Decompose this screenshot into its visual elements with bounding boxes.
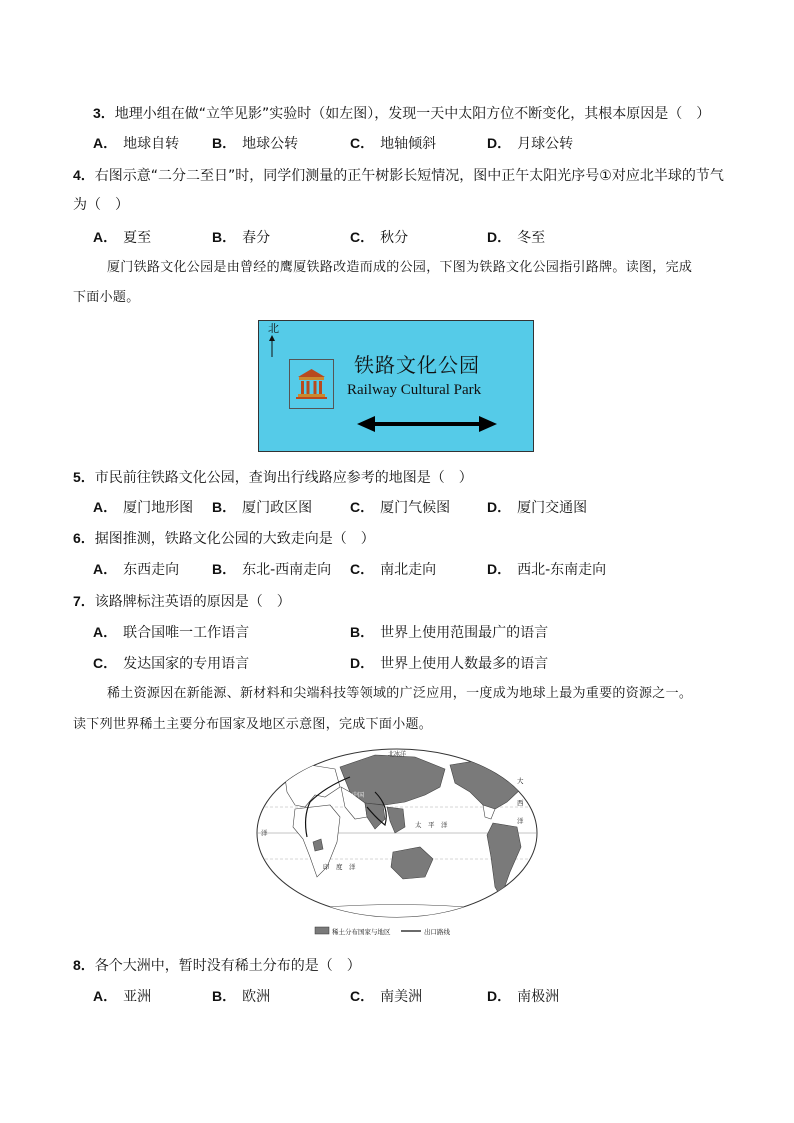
option-b[interactable] (212, 133, 298, 154)
option-key: C． (350, 561, 375, 577)
option-text: 联合国唯一工作语言 (123, 625, 250, 641)
option-d[interactable] (487, 227, 545, 248)
option-b[interactable] (212, 497, 312, 518)
passage-rare-earth-line2: 读下列世界稀土主要分布国家及地区示意图，完成下面小题。 (73, 717, 433, 732)
option-key: A． (93, 988, 118, 1004)
legend-distribution: 稀土分布国家与地区 (332, 928, 391, 936)
question-5-stem (73, 467, 473, 488)
option-d[interactable] (487, 133, 573, 154)
option-key: B． (350, 624, 375, 640)
option-key: D． (350, 655, 375, 671)
option-text: 东西走向 (123, 562, 180, 578)
passage-rare-earth-line1: 稀土资源因在新能源、新材料和尖端科技等领域的广泛应用，一度成为地球上最为重要的资源之一。 (107, 686, 693, 701)
question-8-stem (73, 955, 361, 976)
question-number: 6． (73, 530, 95, 546)
option-key: C． (350, 229, 375, 245)
option-text: 欧洲 (242, 989, 271, 1005)
option-c[interactable] (93, 653, 249, 674)
legend-swatch (315, 927, 329, 934)
option-key: D． (487, 135, 512, 151)
option-key: B． (212, 135, 237, 151)
option-a[interactable] (93, 986, 151, 1007)
option-key: A． (93, 229, 118, 245)
option-c[interactable] (350, 986, 422, 1007)
question-6-stem (73, 528, 375, 549)
option-a[interactable] (93, 559, 179, 580)
option-c[interactable] (350, 133, 436, 154)
option-text: 厦门政区图 (242, 500, 313, 516)
option-text: 冬至 (517, 230, 546, 246)
option-text: 秋分 (380, 230, 409, 246)
option-text: 厦门气候图 (380, 500, 451, 516)
option-b[interactable] (350, 622, 548, 643)
question-text: 市民前往铁路文化公园，查询出行线路应参考的地图是（ ） (94, 470, 473, 486)
option-key: B． (212, 988, 237, 1004)
option-text: 发达国家的专用语言 (123, 656, 250, 672)
option-key: A． (93, 135, 118, 151)
sign-title-cn: 铁路文化公园 (354, 353, 480, 377)
option-text: 地球公转 (242, 136, 299, 152)
double-arrow-icon (357, 413, 497, 435)
option-text: 西北-东南走向 (517, 562, 607, 578)
option-key: C． (350, 988, 375, 1004)
option-a[interactable] (93, 497, 193, 518)
option-text: 世界上使用人数最多的语言 (380, 656, 549, 672)
option-text: 东北-西南走向 (242, 562, 332, 578)
passage-railway-line1: 厦门铁路文化公园是由曾经的鹰厦铁路改造而成的公园，下图为铁路文化公园指引路牌。读图，完成 (107, 260, 693, 275)
option-c[interactable] (350, 559, 436, 580)
option-key: D． (487, 988, 512, 1004)
question-4-stem (73, 165, 724, 186)
option-d[interactable] (487, 559, 606, 580)
question-7-stem (73, 591, 291, 612)
label-pacific: 太 平 洋 (415, 821, 448, 829)
railway-park-sign (258, 320, 534, 452)
question-text: 右图示意“二分二至日”时，同学们测量的正午树影长短情况，图中正午太阳光序号①对应北半球的节气 (94, 168, 724, 184)
label-china: 中国 (352, 792, 365, 799)
option-key: B． (212, 499, 237, 515)
option-text: 南极洲 (517, 989, 560, 1005)
option-text: 世界上使用范围最广的语言 (380, 625, 549, 641)
option-key: C． (93, 655, 118, 671)
option-key: A． (93, 561, 118, 577)
option-text: 地球自转 (123, 136, 180, 152)
option-text: 月球公转 (517, 136, 574, 152)
option-b[interactable] (212, 559, 331, 580)
option-d[interactable] (350, 653, 548, 674)
option-key: A． (93, 624, 118, 640)
passage-railway-line2: 下面小题。 (73, 290, 140, 305)
option-key: C． (350, 499, 375, 515)
question-3-stem (93, 103, 710, 124)
option-a[interactable] (93, 622, 249, 643)
north-label: 北 (268, 322, 279, 335)
antarctica-land (275, 905, 519, 923)
option-key: A． (93, 499, 118, 515)
option-text: 南北走向 (380, 562, 437, 578)
label-atlantic-c: 洋 (517, 817, 524, 825)
option-key: B． (212, 561, 237, 577)
question-number: 5． (73, 469, 95, 485)
museum-icon (290, 360, 333, 408)
option-a[interactable] (93, 133, 179, 154)
option-key: D． (487, 229, 512, 245)
label-west-yang: 洋 (261, 829, 268, 837)
option-key: D． (487, 561, 512, 577)
option-key: D． (487, 499, 512, 515)
label-indian: 印 度 洋 (323, 863, 356, 871)
option-a[interactable] (93, 227, 151, 248)
option-text: 亚洲 (123, 989, 152, 1005)
question-text: 该路牌标注英语的原因是（ ） (94, 594, 291, 610)
north-arrow-icon (267, 335, 277, 357)
option-b[interactable] (212, 986, 270, 1007)
option-text: 地轴倾斜 (380, 136, 437, 152)
option-text: 南美洲 (380, 989, 423, 1005)
world-rare-earth-map (255, 747, 539, 939)
question-number: 7． (73, 593, 95, 609)
option-d[interactable] (487, 986, 559, 1007)
legend-route: 出口路线 (424, 928, 450, 936)
option-text: 春分 (242, 230, 271, 246)
question-text: 各个大洲中，暂时没有稀土分布的是（ ） (94, 958, 361, 974)
option-key: B． (212, 229, 237, 245)
option-c[interactable] (350, 497, 450, 518)
question-4-stem-cont: 为（ ） (73, 197, 129, 213)
label-atlantic-a: 大 (517, 777, 524, 785)
question-number: 8． (73, 957, 95, 973)
option-text: 厦门地形图 (123, 500, 194, 516)
question-number: 4． (73, 167, 95, 183)
option-c[interactable] (350, 227, 408, 248)
option-d[interactable] (487, 497, 587, 518)
option-b[interactable] (212, 227, 270, 248)
option-key: C． (350, 135, 375, 151)
question-text: 据图推测，铁路文化公园的大致走向是（ ） (94, 531, 375, 547)
question-text: 地理小组在做“立竿见影”实验时（如左图），发现一天中太阳方位不断变化，其根本原因是（ ） (114, 106, 711, 122)
museum-icon-frame (289, 359, 334, 409)
sign-title-en: Railway Cultural Park (347, 382, 482, 398)
option-text: 夏至 (123, 230, 152, 246)
question-number: 3． (93, 105, 115, 121)
label-atlantic-b: 西 (517, 799, 524, 807)
option-text: 厦门交通图 (517, 500, 588, 516)
label-arctic: 北冰洋 (388, 751, 407, 758)
